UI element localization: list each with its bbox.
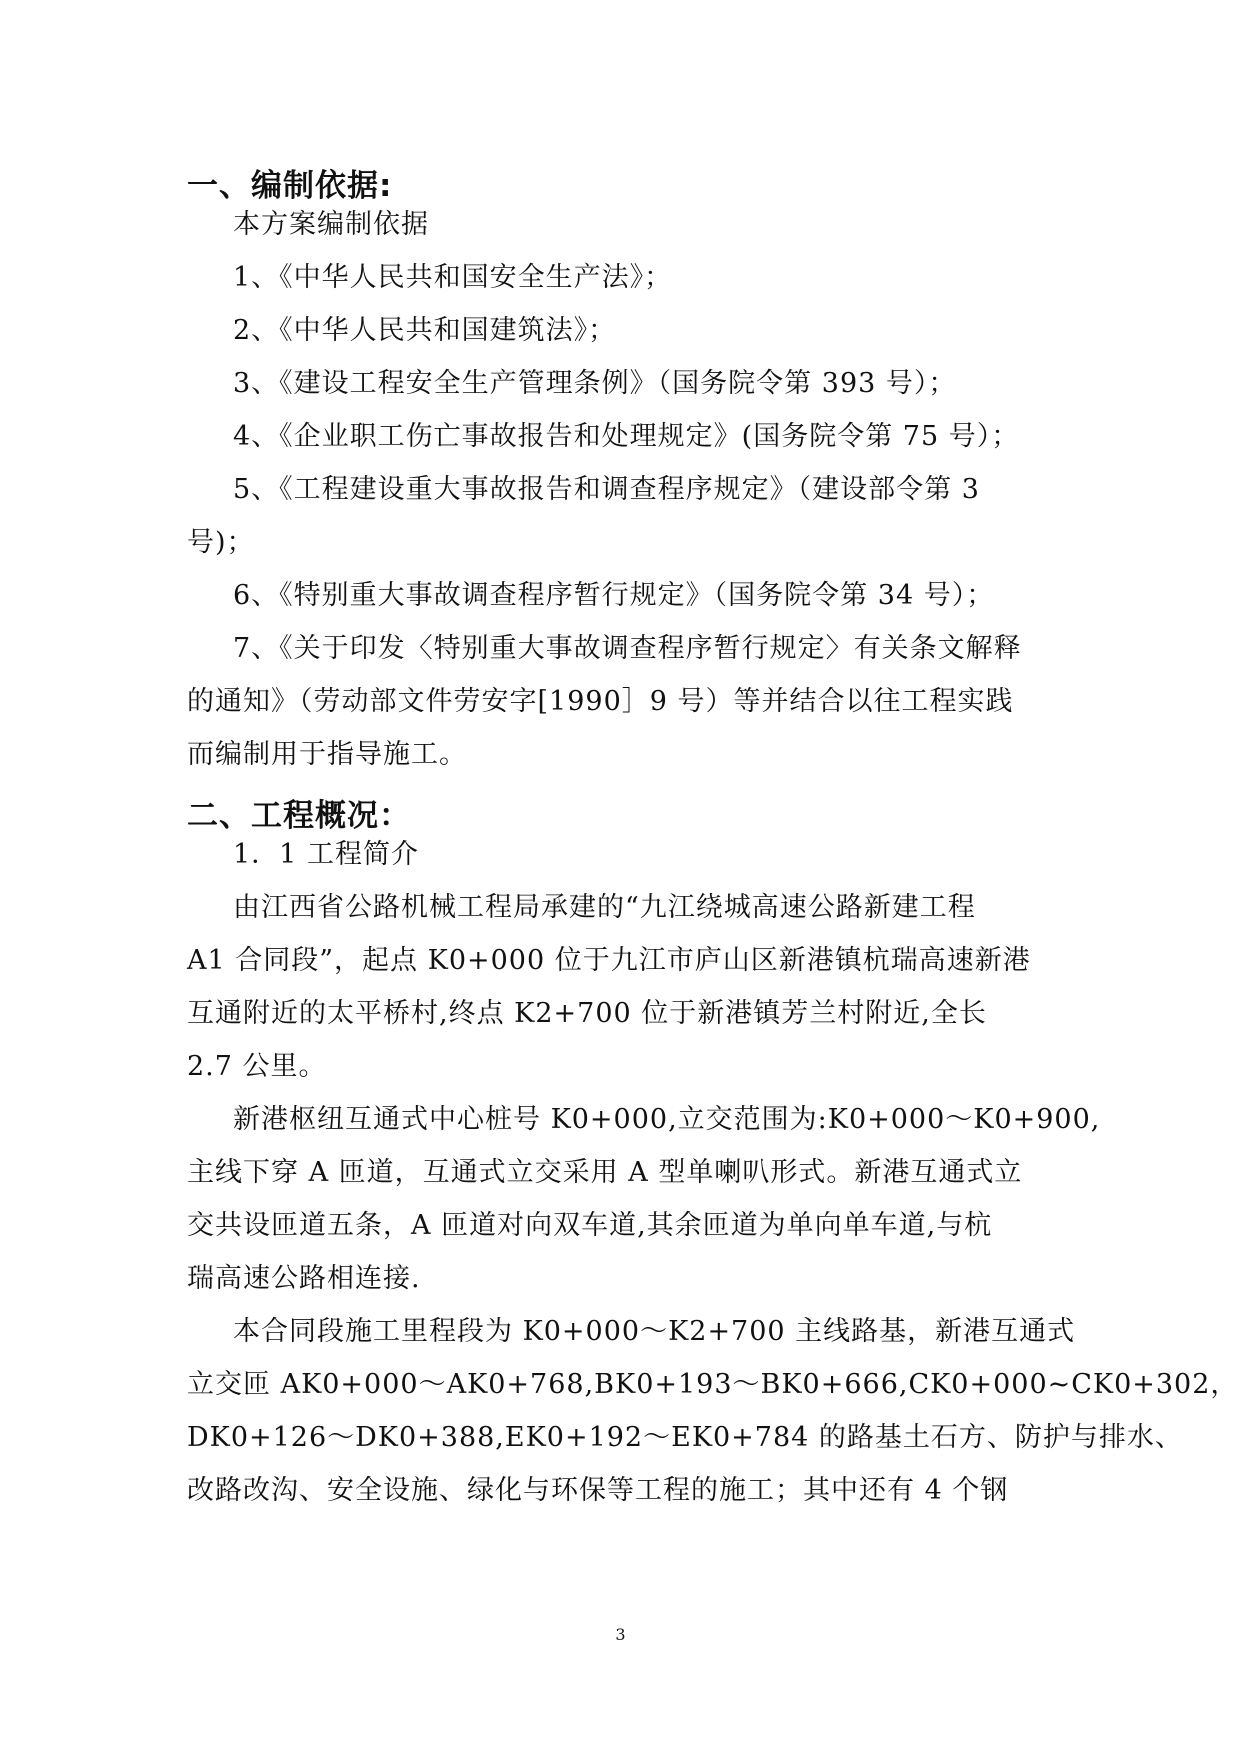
overview-para2-line1: 新港枢纽互通式中心桩号 K0+000,立交范围为:K0+000～K0+900, (233, 1104, 1101, 1135)
overview-para1-line4: 2.7 公里。 (187, 1051, 327, 1082)
basis-item-2: 2、《中华人民共和国建筑法》； (233, 315, 617, 346)
basis-item-5-cont: 号)； (187, 527, 255, 558)
basis-item-5: 5、《工程建设重大事故报告和调查程序规定》（建设部令第 3 (233, 474, 980, 505)
section-heading-basis: 一、编制依据: (187, 168, 393, 204)
overview-para2-line2: 主线下穿 A 匝道，互通式立交采用 A 型单喇叭形式。新港互通式立 (187, 1157, 1023, 1188)
basis-item-7-cont1: 的通知》（劳动部文件劳安字[1990］9 号）等并结合以往工程实践 (187, 686, 1014, 717)
overview-para1-line2: A1 合同段”，起点 K0+000 位于九江市庐山区新港镇杭瑞高速新港 (187, 945, 1031, 976)
basis-item-7-cont2: 而编制用于指导施工。 (187, 739, 467, 770)
overview-para3-line2: 立交匝 AK0+000～AK0+768,BK0+193～BK0+666,CK0+000~CK0+302， (187, 1369, 1239, 1400)
overview-para1-line1: 由江西省公路机械工程局承建的“九江绕城高速公路新建工程 (233, 892, 976, 923)
basis-item-7: 7、《关于印发〈特别重大事故调查程序暂行规定〉有关条文解释 (233, 633, 1022, 664)
basis-item-1: 1、《中华人民共和国安全生产法》； (233, 262, 673, 293)
overview-para3-line4: 改路改沟、安全设施、绿化与环保等工程的施工；其中还有 4 个钢 (187, 1475, 1009, 1506)
basis-intro: 本方案编制依据 (233, 209, 429, 240)
basis-item-3: 3、《建设工程安全生产管理条例》（国务院令第 393 号）； (233, 368, 957, 399)
overview-para2-line4: 瑞高速公路相连接. (187, 1263, 421, 1294)
subsection-title: 1．1 工程简介 (233, 839, 419, 870)
overview-para1-line3: 互通附近的太平桥村,终点 K2+700 位于新港镇芳兰村附近,全长 (187, 998, 987, 1029)
section-heading-overview: 二、工程概况： (187, 798, 411, 834)
overview-para3-line3: DK0+126～DK0+388,EK0+192～EK0+784 的路基土石方、防护与排水、 (187, 1422, 1183, 1453)
basis-item-4: 4、《企业职工伤亡事故报告和处理规定》(国务院令第 75 号）； (233, 421, 1020, 452)
overview-para3-line1: 本合同段施工里程段为 K0+000～K2+700 主线路基，新港互通式 (233, 1316, 1076, 1347)
page-number: 3 (615, 1625, 626, 1644)
overview-para2-line3: 交共设匝道五条，A 匝道对向双车道,其余匝道为单向单车道,与杭 (187, 1210, 993, 1241)
basis-item-6: 6、《特别重大事故调查程序暂行规定》（国务院令第 34 号）； (233, 580, 995, 611)
